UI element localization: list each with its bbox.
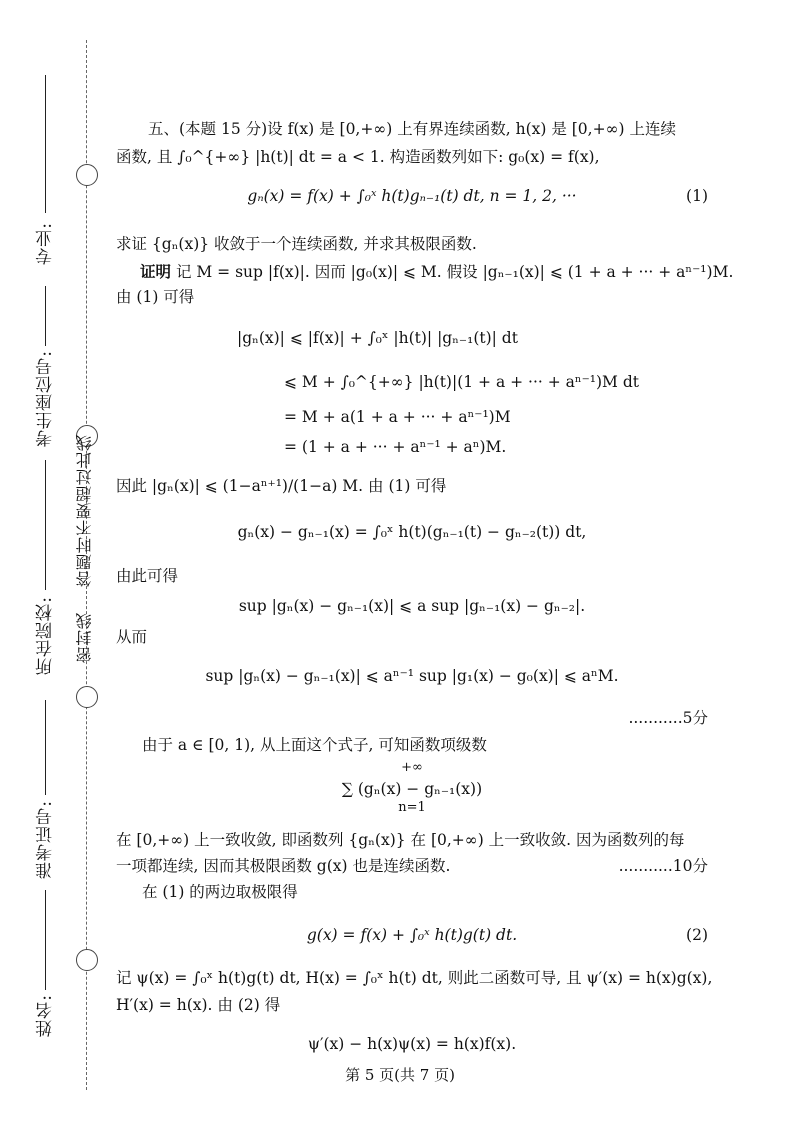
problem-line-2: 函数, 且 ∫₀^{+∞} |h(t)| dt = a < 1. 构造函数列如下: g₀(x) = f(x), — [116, 148, 600, 166]
proof-line-3: 因此 |gₙ(x)| ⩽ (1−aⁿ⁺¹)/(1−a) M. 由 (1) 可得 — [116, 477, 447, 495]
proof-line-9: 在 (1) 的两边取极限得 — [142, 883, 298, 901]
equation-1-body: gₙ(x) = f(x) + ∫₀ˣ h(t)gₙ₋₁(t) dt, n = 1, 2, ··· — [247, 187, 577, 205]
equation-3: sup |gₙ(x) − gₙ₋₁(x)| ⩽ a sup |gₙ₋₁(x) − gₙ₋₂|. — [238, 597, 586, 615]
equation-1-number: (1) — [686, 187, 708, 205]
problem-line-3: 求证 {gₙ(x)} 收敛于一个连续函数, 并求其极限函数. — [116, 235, 477, 253]
major-field-line — [45, 75, 46, 213]
name-field-line — [45, 890, 46, 990]
proof-line-7: 在 [0,+∞) 上一致收敛, 即函数列 {gₙ(x)} 在 [0,+∞) 上一致收敛. 因为函数列的每 — [116, 831, 685, 849]
equation-5-body: g(x) = f(x) + ∫₀ˣ h(t)g(t) dt. — [306, 926, 518, 944]
series-upper-limit: +∞ — [401, 760, 423, 775]
binding-hole — [76, 949, 98, 971]
proof-label: 证明 — [140, 262, 172, 281]
seal-line-note: 密封线 — [75, 612, 94, 663]
proof-line-5: 从而 — [116, 628, 148, 646]
exam-id-field-label: 准考证号: — [36, 800, 56, 879]
seal-warning-note: 答题时不要超过此线 — [75, 434, 94, 587]
proof-line-8-text: 一项都连续, 因而其极限函数 g(x) 也是连续函数. — [116, 857, 451, 875]
school-field-line — [45, 460, 46, 590]
equation-4: sup |gₙ(x) − gₙ₋₁(x)| ⩽ aⁿ⁻¹ sup |g₁(x) − g₀(x)| ⩽ aⁿM. — [205, 667, 619, 685]
equation-5-number: (2) — [686, 926, 708, 944]
series-lower-limit: n=1 — [398, 800, 426, 815]
proof-line-1-text: 记 M = sup |f(x)|. 因而 |g₀(x)| ⩽ M. 假设 |gₙ₋₁(x)| ⩽ (1 + a + ··· + aⁿ⁻¹)M. — [175, 263, 734, 281]
exam-id-field-line — [45, 700, 46, 795]
inequality-4: = (1 + a + ··· + aⁿ⁻¹ + aⁿ)M. — [284, 438, 507, 456]
binding-hole — [76, 686, 98, 708]
proof-line-11: H′(x) = h(x). 由 (2) 得 — [116, 996, 281, 1014]
proof-line-6: 由于 a ∈ [0, 1), 从上面这个式子, 可知函数项级数 — [142, 736, 487, 754]
name-field-label: 姓名: — [36, 994, 56, 1037]
score-marker-5: ...........5分 — [628, 709, 708, 727]
equation-2: gₙ(x) − gₙ₋₁(x) = ∫₀ˣ h(t)(gₙ₋₁(t) − gₙ₋₂(t)) dt, — [237, 523, 587, 541]
series-expression: ∑ (gₙ(x) − gₙ₋₁(x)) — [341, 780, 483, 798]
binding-hole — [76, 164, 98, 186]
inequality-2: ⩽ M + ∫₀^{+∞} |h(t)|(1 + a + ··· + aⁿ⁻¹)M dt — [284, 373, 639, 391]
score-marker-10: ...........10分 — [618, 857, 708, 875]
proof-line-2: 由 (1) 可得 — [116, 288, 195, 306]
proof-line-4: 由此可得 — [116, 567, 179, 585]
equation-6: ψ′(x) − h(x)ψ(x) = h(x)f(x). — [307, 1035, 517, 1053]
school-field-label: 所在院校: — [36, 596, 56, 675]
seat-field-line — [45, 286, 46, 346]
inequality-1: |gₙ(x)| ⩽ |f(x)| + ∫₀ˣ |h(t)| |gₙ₋₁(t)| dt — [237, 329, 518, 347]
problem-line-1: 五、(本题 15 分)设 f(x) 是 [0,+∞) 上有界连续函数, h(x) 是 [0,+∞) 上连续 — [148, 120, 676, 138]
equation-5 — [116, 923, 708, 947]
proof-line-8 — [116, 854, 708, 878]
proof-line-1 — [116, 260, 734, 284]
proof-line-10: 记 ψ(x) = ∫₀ˣ h(t)g(t) dt, H(x) = ∫₀ˣ h(t) dt, 则此二函数可导, 且 ψ′(x) = h(x)g(x), — [116, 969, 713, 987]
major-field-label: 专业: — [36, 222, 56, 265]
equation-1 — [116, 184, 708, 208]
seat-field-label: 考生座位号: — [36, 350, 56, 447]
inequality-3: = M + a(1 + a + ··· + aⁿ⁻¹)M — [284, 408, 511, 426]
page-footer: 第 5 页(共 7 页) — [345, 1066, 455, 1084]
